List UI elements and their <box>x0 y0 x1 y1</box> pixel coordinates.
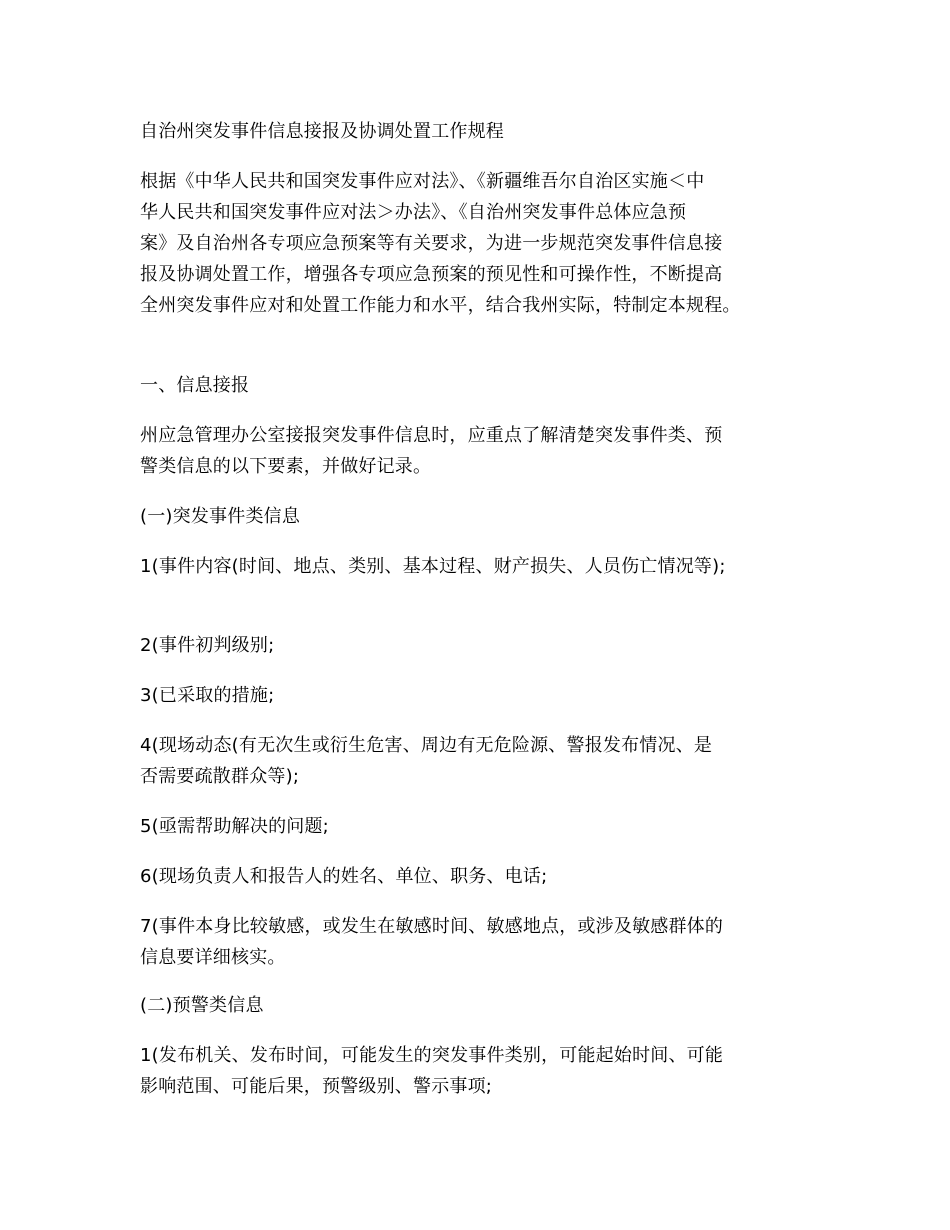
list-item-6: 6(现场负责人和报告人的姓名、单位、职务、电话; <box>140 866 548 887</box>
intro-line-4: 报及协调处置工作，增强各专项应急预案的预见性和可操作性，不断提高 <box>140 264 723 285</box>
list-item-4-line-1: 4(现场动态(有无次生或衍生危害、周边有无危险源、警报发布情况、是 <box>140 735 713 756</box>
section-intro-line-2: 警类信息的以下要素，并做好记录。 <box>140 456 432 477</box>
list-item-7-line-1: 7(事件本身比较敏感，或发生在敏感时间、敏感地点，或涉及敏感群体的 <box>140 916 724 937</box>
list-item-7-line-2: 信息要详细核实。 <box>140 947 286 968</box>
intro-line-2: 华人民共和国突发事件应对法＞办法》、《自治州突发事件总体应急预 <box>140 202 687 223</box>
warning-item-1-line-2: 影响范围、可能后果，预警级别、警示事项; <box>140 1076 493 1097</box>
intro-line-5: 全州突发事件应对和处置工作能力和水平，结合我州实际，特制定本规程。 <box>140 295 741 316</box>
subsection-heading-warning-info: (二)预警类信息 <box>140 995 264 1016</box>
list-item-3: 3(已采取的措施; <box>140 685 275 706</box>
list-item-4-line-2: 否需要疏散群众等); <box>140 766 300 787</box>
section-heading-info-intake: 一、信息接报 <box>140 375 250 396</box>
intro-line-1: 根据《中华人民共和国突发事件应对法》、《新疆维吾尔自治区实施＜中 <box>140 171 705 192</box>
intro-line-3: 案》及自治州各专项应急预案等有关要求，为进一步规范突发事件信息接 <box>140 233 723 254</box>
section-intro-line-1: 州应急管理办公室接报突发事件信息时，应重点了解清楚突发事件类、预 <box>140 425 723 446</box>
document-title: 自治州突发事件信息接报及协调处置工作规程 <box>140 121 504 142</box>
subsection-heading-emergency-info: (一)突发事件类信息 <box>140 506 301 527</box>
list-item-2: 2(事件初判级别; <box>140 635 275 656</box>
list-item-5: 5(亟需帮助解决的问题; <box>140 816 329 837</box>
warning-item-1-line-1: 1(发布机关、发布时间，可能发生的突发事件类别，可能起始时间、可能 <box>140 1045 724 1066</box>
list-item-1: 1(事件内容(时间、地点、类别、基本过程、财产损失、人员伤亡情况等); <box>140 556 726 577</box>
